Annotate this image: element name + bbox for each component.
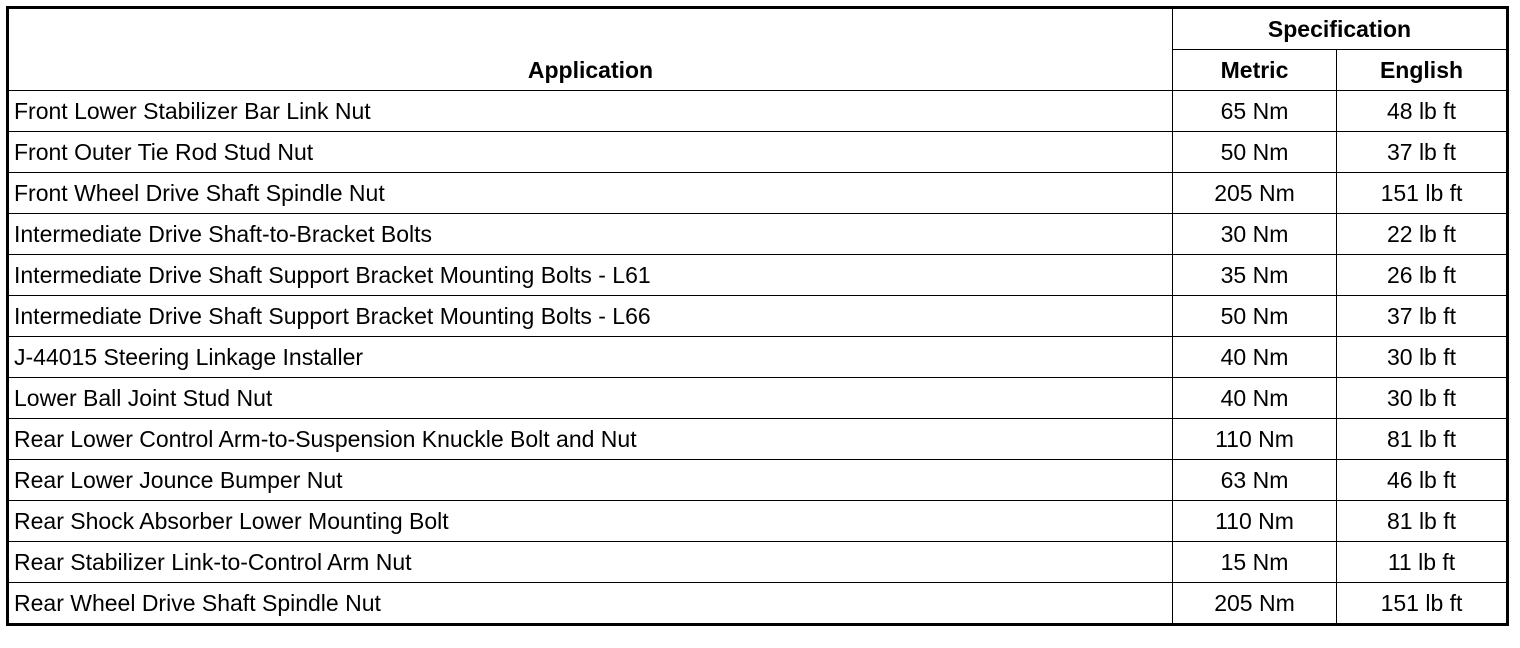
table-row: [8, 173, 1508, 214]
table-row: [8, 214, 1508, 255]
metric-cell: 30 Nm: [1173, 214, 1337, 255]
metric-cell: 50 Nm: [1173, 132, 1337, 173]
application-cell: Intermediate Drive Shaft-to-Bracket Bolts: [8, 214, 1173, 255]
table-body: [8, 91, 1508, 625]
english-cell: 37 lb ft: [1337, 132, 1508, 173]
metric-header: Metric: [1173, 50, 1337, 91]
table-row: [8, 542, 1508, 583]
application-cell: Front Wheel Drive Shaft Spindle Nut: [8, 173, 1173, 214]
english-cell: 46 lb ft: [1337, 460, 1508, 501]
english-cell: 81 lb ft: [1337, 419, 1508, 460]
application-cell: J-44015 Steering Linkage Installer: [8, 337, 1173, 378]
english-cell: 30 lb ft: [1337, 337, 1508, 378]
table-row: [8, 583, 1508, 625]
english-cell: 81 lb ft: [1337, 501, 1508, 542]
table-row: [8, 460, 1508, 501]
fastener-specification-table: [6, 6, 1509, 626]
english-cell: 151 lb ft: [1337, 173, 1508, 214]
application-cell: Rear Lower Control Arm-to-Suspension Knuckle Bolt and Nut: [8, 419, 1173, 460]
header-row-top: [8, 8, 1508, 50]
application-cell: Lower Ball Joint Stud Nut: [8, 378, 1173, 419]
metric-cell: 205 Nm: [1173, 583, 1337, 625]
english-cell: 151 lb ft: [1337, 583, 1508, 625]
application-cell: Intermediate Drive Shaft Support Bracket Mounting Bolts - L61: [8, 255, 1173, 296]
table-row: [8, 91, 1508, 132]
metric-cell: 63 Nm: [1173, 460, 1337, 501]
application-cell: Front Outer Tie Rod Stud Nut: [8, 132, 1173, 173]
metric-cell: 40 Nm: [1173, 337, 1337, 378]
english-cell: 26 lb ft: [1337, 255, 1508, 296]
metric-cell: 110 Nm: [1173, 501, 1337, 542]
table-row: [8, 132, 1508, 173]
metric-cell: 110 Nm: [1173, 419, 1337, 460]
application-cell: Intermediate Drive Shaft Support Bracket Mounting Bolts - L66: [8, 296, 1173, 337]
application-cell: Rear Shock Absorber Lower Mounting Bolt: [8, 501, 1173, 542]
table-row: [8, 501, 1508, 542]
table-header: [8, 8, 1508, 91]
application-cell: Rear Wheel Drive Shaft Spindle Nut: [8, 583, 1173, 625]
english-cell: 22 lb ft: [1337, 214, 1508, 255]
table-row: [8, 378, 1508, 419]
metric-cell: 35 Nm: [1173, 255, 1337, 296]
table-row: [8, 337, 1508, 378]
metric-cell: 205 Nm: [1173, 173, 1337, 214]
english-cell: 48 lb ft: [1337, 91, 1508, 132]
table-row: [8, 296, 1508, 337]
metric-cell: 50 Nm: [1173, 296, 1337, 337]
metric-cell: 40 Nm: [1173, 378, 1337, 419]
metric-cell: 15 Nm: [1173, 542, 1337, 583]
english-cell: 37 lb ft: [1337, 296, 1508, 337]
table-row: [8, 419, 1508, 460]
english-cell: 30 lb ft: [1337, 378, 1508, 419]
table-row: [8, 255, 1508, 296]
metric-cell: 65 Nm: [1173, 91, 1337, 132]
application-cell: Rear Stabilizer Link-to-Control Arm Nut: [8, 542, 1173, 583]
english-cell: 11 lb ft: [1337, 542, 1508, 583]
application-cell: Rear Lower Jounce Bumper Nut: [8, 460, 1173, 501]
application-cell: Front Lower Stabilizer Bar Link Nut: [8, 91, 1173, 132]
specification-header: Specification: [1173, 8, 1508, 50]
application-header: Application: [8, 8, 1173, 91]
english-header: English: [1337, 50, 1508, 91]
